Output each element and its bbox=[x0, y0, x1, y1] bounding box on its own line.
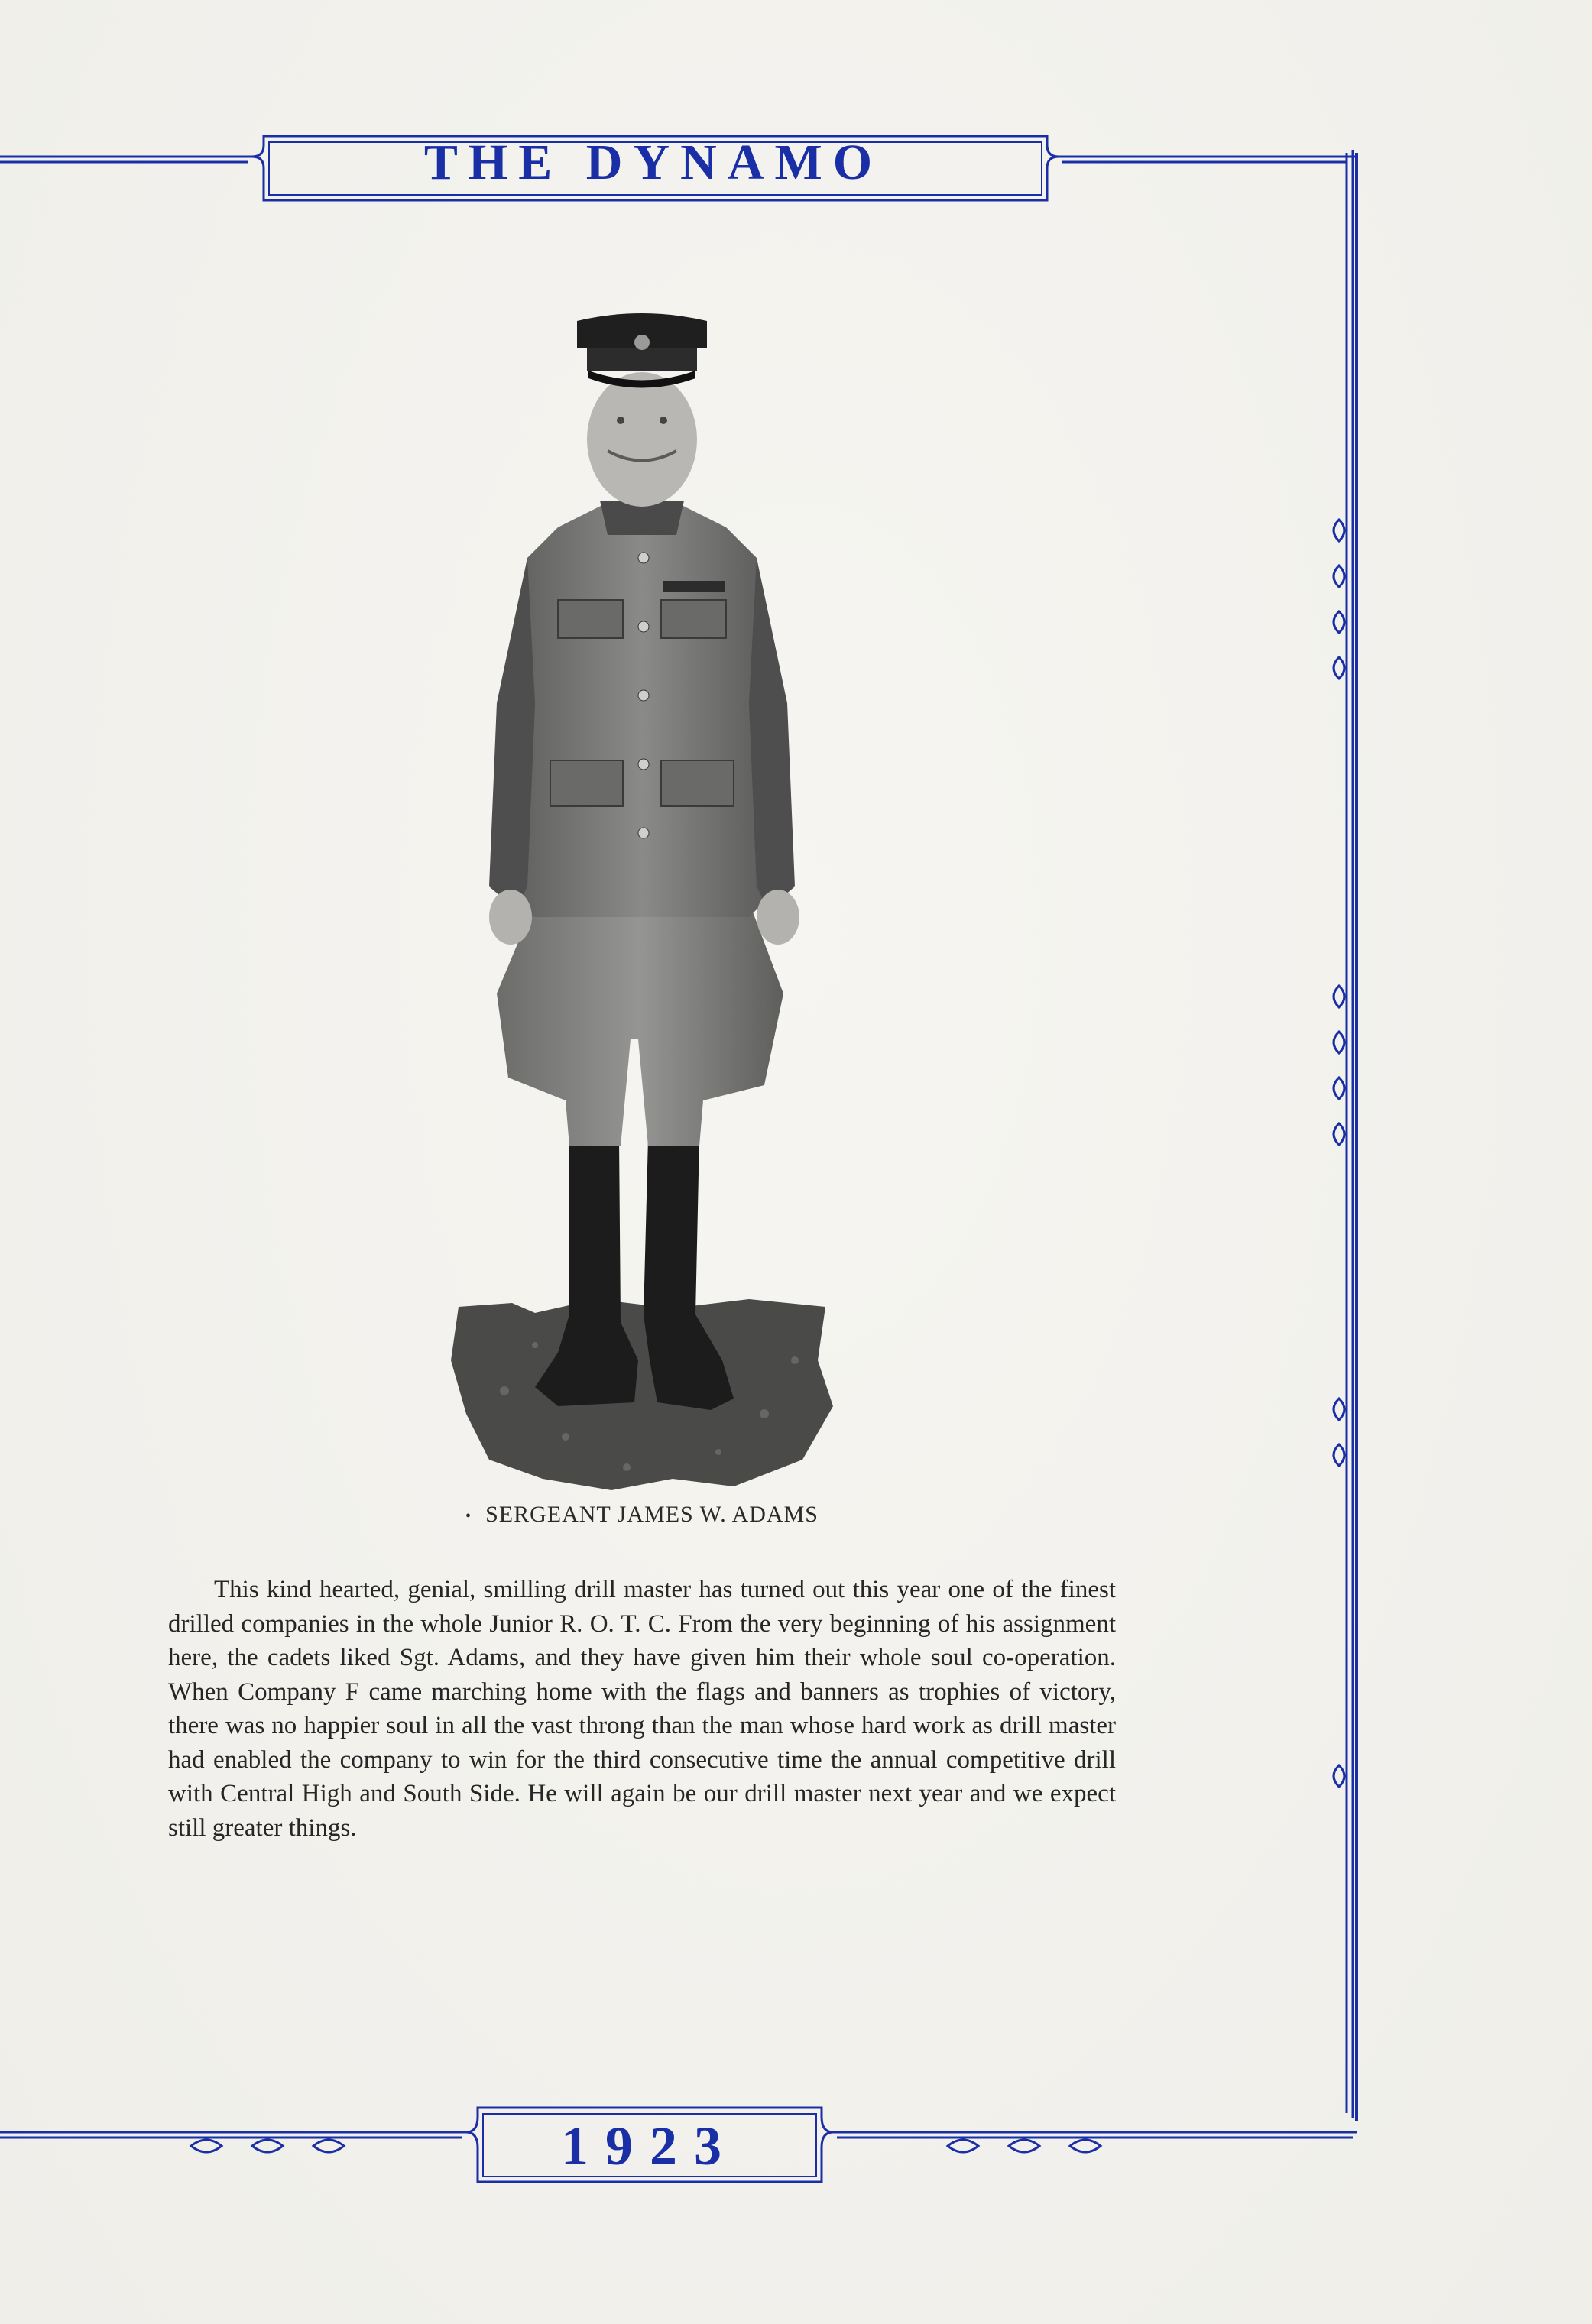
article-paragraph: This kind hearted, genial, smilling drill master has turned out this year one of the finest drilled companies in the whole Junior R. O. T. C. From the very beginning of his assignment here, the cadets liked Sgt. Adams, and they have given him their whole soul co-operation. When Company F came marching home with the flags and banners as trophies of victory, there was no happier soul in all the vast throng than the man whose hard work as drill master had enabled the company to win for the third consecutive time the annual competitive drill with Central High and South Side. He will again be our drill master next year and we expect still greater things. bbox=[168, 1576, 1116, 1842]
right-boot bbox=[644, 1139, 734, 1410]
right-hand bbox=[757, 890, 799, 945]
portrait-caption bbox=[374, 1502, 909, 1528]
page-footer-year: 1923 bbox=[561, 2115, 738, 2177]
ground-patch bbox=[451, 1299, 833, 1490]
leaf-ornaments-right bbox=[1334, 520, 1344, 1787]
caption-text: SERGEANT JAMES W. ADAMS bbox=[485, 1502, 819, 1527]
caption-bullet-icon: • bbox=[465, 1507, 472, 1525]
article-body bbox=[168, 1573, 1116, 1845]
page-header-title: THE DYNAMO bbox=[423, 135, 884, 190]
left-boot bbox=[535, 1139, 638, 1406]
head bbox=[587, 372, 697, 507]
soldier-portrait-photo bbox=[443, 306, 841, 1498]
breeches bbox=[497, 902, 783, 1146]
left-hand bbox=[489, 890, 532, 945]
